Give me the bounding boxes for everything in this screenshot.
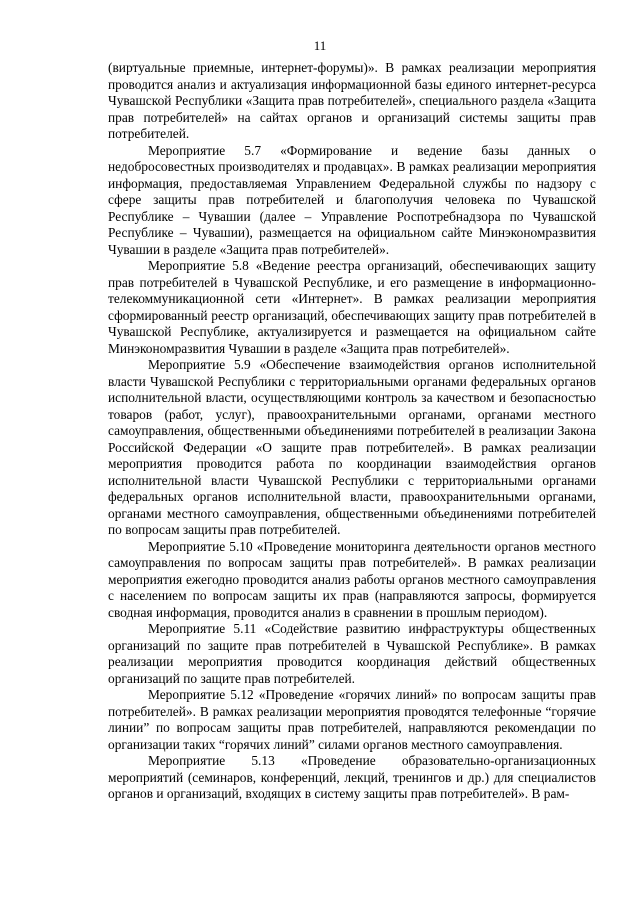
document-body bbox=[108, 60, 596, 803]
paragraph-measure-5-8: Мероприятие 5.8 «Ведение реестра организаций, обеспечивающих защиту прав потребителей в Чувашской Республике, и его размещение в информационно-телекоммуникационной сети «Интернет». В рамках реализации мероприятия сформированный реестр организаций, обеспечивающих защиту прав потребителей в Чувашской Республике, актуализируется и размещается на официальном сайте Минэкономразвития Чувашии в разделе «Защита прав потребителей». bbox=[108, 258, 596, 356]
paragraph-measure-5-13: Мероприятие 5.13 «Проведение образовательно-организационных мероприятий (семинаров, конференций, лекций, тренингов и др.) для специалистов органов и организаций, входящих в систему защиты прав потребителей». В рам- bbox=[108, 753, 596, 801]
paragraph-measure-5-7: Мероприятие 5.7 «Формирование и ведение базы данных о недобросовестных производителях и продавцах». В рамках реализации мероприятия информация, предоставляемая Управлением Федеральной службы по надзору с сфере защиты прав потребителей и благополучия человека по Чувашской Республике – Чувашии (далее – Управление Роспотребнадзора по Чувашской Республике – Чувашии), размещается на официальном сайте Минэкономразвития Чувашии в разделе «Защита прав потребителей». bbox=[108, 142, 596, 257]
paragraph-measure-5-12: Мероприятие 5.12 «Проведение «горячих линий» по вопросам защиты прав потребителей». В рамках реализации мероприятия проводятся телефонные “горячие линии” по вопросам защиты прав потребителей, направляются рекомендации по организации таких “горячих линий” силами органов местного самоуправления. bbox=[108, 687, 596, 752]
paragraph-measure-5-11: Мероприятие 5.11 «Содействие развитию инфраструктуры общественных организаций по защите прав потребителей в Чувашской Республике». В рамках реализации мероприятия проводится координация действий общественных организаций по защите прав потребителей. bbox=[108, 621, 596, 686]
paragraph-measure-5-10: Мероприятие 5.10 «Проведение мониторинга деятельности органов местного самоуправления по вопросам защиты прав потребителей». В рамках реализации мероприятия ежегодно проводится анализ работы органов местного самоуправления с населением по вопросам защиты их прав (направляются запросы, формируется сводная информация, проводится анализ в сравнении в прошлым периодом). bbox=[108, 538, 596, 620]
paragraph-measure-5-9: Мероприятие 5.9 «Обеспечение взаимодействия органов исполнительной власти Чувашской Республики с территориальными органами федеральных органов исполнительной власти, осуществляющими контроль за качеством и безопасностью товаров (работ, услуг), правоохранительными органами, органами местного самоуправления, общественными объединениями потребителей в реализации Закона Российской Федерации «О защите прав потребителей». В рамках реализации мероприятия проводится работа по координации взаимодействия органов исполнительной власти Чувашской Республики с территориальными органами федеральных органов исполнительной власти, правоохранительными органами, органами местного самоуправления, общественными объединениями потребителей по вопросам защиты прав потребителей. bbox=[108, 357, 596, 537]
paragraph-continuation: (виртуальные приемные, интернет-форумы)». В рамках реализации мероприятия проводится анализ и актуализация информационной базы единого интернет-ресурса Чувашской Республики «Защита прав потребителей», специального раздела «Защита прав потребителей» на сайтах органов и организаций системы защиты прав потребителей. bbox=[108, 60, 596, 141]
page-number: 11 bbox=[313, 38, 327, 53]
